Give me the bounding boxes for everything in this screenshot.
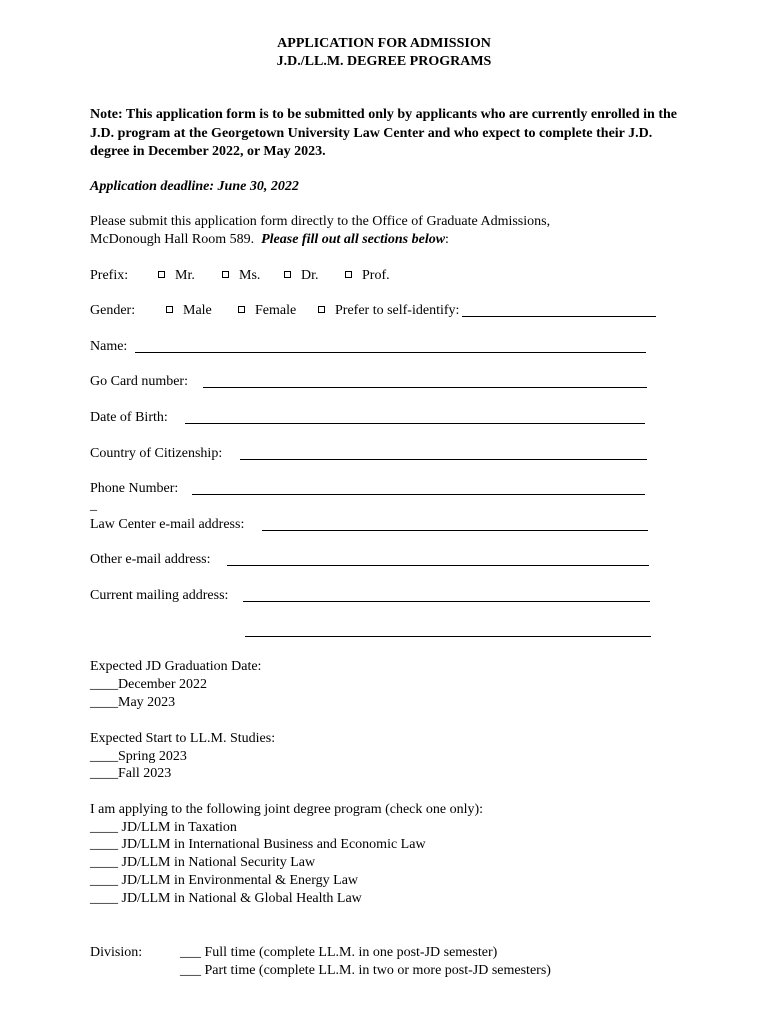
self-identify-field[interactable] bbox=[462, 316, 656, 317]
date-of-birth-field[interactable] bbox=[185, 423, 645, 424]
division-option-part-time[interactable]: ___ Part time (complete LL.M. in two or more post-JD semesters) bbox=[180, 963, 551, 978]
graduation-option-dec-2022[interactable]: ____December 2022 bbox=[90, 677, 208, 692]
prefix-option-mr[interactable] bbox=[158, 267, 195, 285]
joint-degree-option-national-security[interactable]: ____ JD/LLM in National Security Law bbox=[90, 855, 316, 870]
graduation-option-may-2023[interactable]: ____May 2023 bbox=[90, 695, 176, 710]
eligibility-note: Note: This application form is to be submitted only by applicants who are currently enrolled in the J.D. program at the Georgetown University Law Center and who expect to complete their J.D. degree in December 2022, or May 2023. bbox=[90, 107, 677, 159]
gender-label: Gender: bbox=[90, 303, 136, 318]
gender-option-female[interactable] bbox=[238, 302, 296, 320]
other-email-field[interactable] bbox=[227, 565, 649, 566]
llm-start-option-fall-2023[interactable]: ____Fall 2023 bbox=[90, 766, 172, 781]
fill-out-instruction: Please fill out all sections below bbox=[261, 232, 446, 247]
mailing-address-field-line2[interactable] bbox=[245, 636, 651, 637]
other-email-label: Other e-mail address: bbox=[90, 552, 211, 567]
go-card-field[interactable] bbox=[203, 387, 647, 388]
office-location: McDonough Hall Room 589. bbox=[90, 232, 255, 247]
phone-label: Phone Number: bbox=[90, 481, 179, 496]
phone-field[interactable] bbox=[192, 494, 645, 495]
prefix-label: Prefix: bbox=[90, 268, 129, 283]
gender-option-label: Female bbox=[255, 303, 297, 318]
gender-option-label: Male bbox=[183, 303, 212, 318]
prefix-option-label: Prof. bbox=[362, 268, 390, 283]
name-label: Name: bbox=[90, 339, 128, 354]
joint-degree-option-health-law[interactable]: ____ JD/LLM in National & Global Health Law bbox=[90, 891, 362, 906]
prefix-option-ms[interactable] bbox=[222, 267, 260, 285]
joint-degree-option-taxation[interactable]: ____ JD/LLM in Taxation bbox=[90, 820, 237, 835]
joint-degree-option-ibel[interactable]: ____ JD/LLM in International Business and Economic Law bbox=[90, 837, 426, 852]
prefix-option-label: Dr. bbox=[301, 268, 319, 283]
gender-option-male[interactable] bbox=[166, 302, 212, 320]
application-deadline: Application deadline: June 30, 2022 bbox=[90, 179, 299, 194]
division-option-full-time[interactable]: ___ Full time (complete LL.M. in one post-JD semester) bbox=[180, 945, 498, 960]
prefix-option-label: Mr. bbox=[175, 268, 195, 283]
gender-option-self-identify[interactable] bbox=[318, 302, 459, 320]
checkbox-icon[interactable] bbox=[158, 271, 165, 278]
division-label: Division: bbox=[90, 945, 143, 960]
name-field[interactable] bbox=[135, 352, 646, 353]
submission-location bbox=[90, 231, 449, 249]
form-subtitle: J.D./LL.M. DEGREE PROGRAMS bbox=[276, 54, 492, 69]
stray-underscore: _ bbox=[90, 498, 97, 513]
joint-degree-option-environmental-energy[interactable]: ____ JD/LLM in Environmental & Energy Law bbox=[90, 873, 359, 888]
checkbox-icon[interactable] bbox=[222, 271, 229, 278]
prefix-option-dr[interactable] bbox=[284, 267, 319, 285]
llm-start-label: Expected Start to LL.M. Studies: bbox=[90, 731, 276, 746]
prefix-option-prof[interactable] bbox=[345, 267, 390, 285]
joint-degree-label: I am applying to the following joint degree program (check one only): bbox=[90, 802, 484, 817]
instruction-colon: : bbox=[445, 232, 449, 247]
submission-instructions: Please submit this application form directly to the Office of Graduate Admissions, bbox=[90, 214, 551, 229]
graduation-date-label: Expected JD Graduation Date: bbox=[90, 659, 262, 674]
checkbox-icon[interactable] bbox=[318, 306, 325, 313]
llm-start-option-spring-2023[interactable]: ____Spring 2023 bbox=[90, 749, 187, 764]
law-email-field[interactable] bbox=[262, 530, 648, 531]
form-title: APPLICATION FOR ADMISSION bbox=[277, 36, 491, 51]
citizenship-label: Country of Citizenship: bbox=[90, 446, 223, 461]
law-email-label: Law Center e-mail address: bbox=[90, 517, 245, 532]
go-card-label: Go Card number: bbox=[90, 374, 188, 389]
date-of-birth-label: Date of Birth: bbox=[90, 410, 168, 425]
gender-option-label: Prefer to self-identify: bbox=[335, 303, 460, 318]
mailing-address-field[interactable] bbox=[243, 601, 650, 602]
checkbox-icon[interactable] bbox=[284, 271, 291, 278]
checkbox-icon[interactable] bbox=[238, 306, 245, 313]
mailing-address-label: Current mailing address: bbox=[90, 588, 229, 603]
checkbox-icon[interactable] bbox=[166, 306, 173, 313]
checkbox-icon[interactable] bbox=[345, 271, 352, 278]
prefix-option-label: Ms. bbox=[239, 268, 261, 283]
citizenship-field[interactable] bbox=[240, 459, 647, 460]
